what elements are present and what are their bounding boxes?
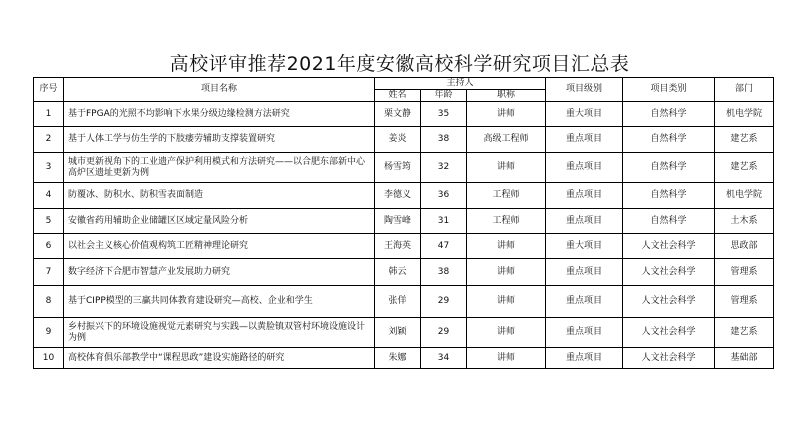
cell-category: 自然科学 [623, 102, 715, 127]
cell-seq: 10 [34, 348, 64, 369]
cell-category: 自然科学 [623, 153, 715, 183]
cell-host-age: 29 [421, 318, 467, 348]
cell-category: 人文社会科学 [623, 259, 715, 286]
cell-host-rank: 高级工程师 [467, 127, 546, 153]
cell-host-age: 38 [421, 259, 467, 286]
cell-level: 重大项目 [546, 234, 623, 259]
cell-host-name: 王海英 [375, 234, 421, 259]
cell-host-name: 姜炎 [375, 127, 421, 153]
cell-seq: 8 [34, 286, 64, 318]
cell-project-name: 安徽省药用辅助企业储罐区区域定量风险分析 [64, 209, 375, 234]
cell-host-name: 杨雪筠 [375, 153, 421, 183]
cell-dept: 建艺系 [715, 153, 774, 183]
cell-category: 人文社会科学 [623, 234, 715, 259]
table-row [34, 153, 774, 183]
cell-dept: 建艺系 [715, 127, 774, 153]
cell-level: 重点项目 [546, 348, 623, 369]
cell-dept: 基础部 [715, 348, 774, 369]
cell-seq: 7 [34, 259, 64, 286]
cell-host-rank: 讲师 [467, 102, 546, 127]
cell-dept: 土木系 [715, 209, 774, 234]
cell-host-rank: 工程师 [467, 183, 546, 209]
cell-category: 自然科学 [623, 183, 715, 209]
cell-host-name: 朱娜 [375, 348, 421, 369]
header-row [34, 78, 774, 90]
cell-dept: 机电学院 [715, 102, 774, 127]
cell-seq: 5 [34, 209, 64, 234]
cell-project-name: 数字经济下合肥市智慧产业发展助力研究 [64, 259, 375, 286]
col-header-dept: 部门 [715, 78, 774, 102]
table-row [34, 102, 774, 127]
cell-dept: 管理系 [715, 259, 774, 286]
cell-category: 人文社会科学 [623, 318, 715, 348]
cell-host-name: 陶雪峰 [375, 209, 421, 234]
cell-project-name: 城市更新视角下的工业遗产保护利用模式和方法研究——以合肥东部新中心高炉区遗址更新为例 [64, 153, 375, 183]
table-row [34, 318, 774, 348]
cell-host-age: 47 [421, 234, 467, 259]
cell-seq: 4 [34, 183, 64, 209]
cell-seq: 1 [34, 102, 64, 127]
cell-host-rank: 讲师 [467, 318, 546, 348]
col-header-category: 项目类别 [623, 78, 715, 102]
cell-project-name: 防覆冰、防积水、防积雪表面制造 [64, 183, 375, 209]
cell-host-rank: 讲师 [467, 286, 546, 318]
cell-host-age: 34 [421, 348, 467, 369]
col-header-name: 姓名 [375, 90, 421, 102]
cell-category: 自然科学 [623, 209, 715, 234]
cell-project-name: 基于人体工学与仿生学的下肢痿劳辅助支撑装置研究 [64, 127, 375, 153]
cell-dept: 建艺系 [715, 318, 774, 348]
cell-level: 重大项目 [546, 102, 623, 127]
cell-project-name: 基于FPGA的光照不均影响下水果分级边缘检测方法研究 [64, 102, 375, 127]
cell-level: 重点项目 [546, 153, 623, 183]
cell-dept: 机电学院 [715, 183, 774, 209]
cell-level: 重点项目 [546, 183, 623, 209]
cell-host-name: 张佯 [375, 286, 421, 318]
cell-host-age: 32 [421, 153, 467, 183]
cell-seq: 9 [34, 318, 64, 348]
cell-host-name: 韩云 [375, 259, 421, 286]
cell-host-age: 31 [421, 209, 467, 234]
cell-dept: 思政部 [715, 234, 774, 259]
col-header-project-name: 项目名称 [64, 78, 375, 102]
table-row [34, 183, 774, 209]
table-row [34, 127, 774, 153]
cell-level: 重点项目 [546, 209, 623, 234]
cell-host-age: 29 [421, 286, 467, 318]
cell-level: 重点项目 [546, 318, 623, 348]
cell-seq: 6 [34, 234, 64, 259]
cell-dept: 管理系 [715, 286, 774, 318]
table-row [34, 286, 774, 318]
cell-level: 重点项目 [546, 286, 623, 318]
cell-project-name: 乡村振兴下的环境设施视觉元素研究与实践—以黄脸镇双管村环境设施设计为例 [64, 318, 375, 348]
cell-host-rank: 讲师 [467, 259, 546, 286]
cell-host-rank: 讲师 [467, 348, 546, 369]
cell-level: 重点项目 [546, 259, 623, 286]
cell-project-name: 以社会主义核心价值观构筑工匠精神理论研究 [64, 234, 375, 259]
table-row [34, 259, 774, 286]
cell-category: 自然科学 [623, 127, 715, 153]
cell-category: 人文社会科学 [623, 348, 715, 369]
col-header-level: 项目级别 [546, 78, 623, 102]
cell-host-name: 李德义 [375, 183, 421, 209]
table-row [34, 348, 774, 369]
table-row [34, 234, 774, 259]
cell-host-age: 38 [421, 127, 467, 153]
project-summary-table [33, 77, 774, 369]
cell-host-age: 36 [421, 183, 467, 209]
cell-project-name: 高校体育俱乐部教学中“课程思政”建设实施路径的研究 [64, 348, 375, 369]
cell-seq: 2 [34, 127, 64, 153]
page-title: 高校评审推荐2021年度安徽高校科学研究项目汇总表 [169, 53, 630, 75]
cell-level: 重点项目 [546, 127, 623, 153]
cell-seq: 3 [34, 153, 64, 183]
col-header-seq: 序号 [34, 78, 64, 102]
cell-host-rank: 工程师 [467, 209, 546, 234]
cell-host-rank: 讲师 [467, 234, 546, 259]
cell-host-age: 35 [421, 102, 467, 127]
table-row [34, 209, 774, 234]
col-header-rank: 职称 [467, 90, 546, 102]
cell-category: 人文社会科学 [623, 286, 715, 318]
cell-host-name: 刘颖 [375, 318, 421, 348]
cell-host-name: 栗文静 [375, 102, 421, 127]
cell-project-name: 基于CIPP模型的三赢共同体教育建设研究—高校、企业和学生 [64, 286, 375, 318]
col-header-host: 主持人 [375, 78, 546, 90]
col-header-age: 年龄 [421, 90, 467, 102]
cell-host-rank: 讲师 [467, 153, 546, 183]
